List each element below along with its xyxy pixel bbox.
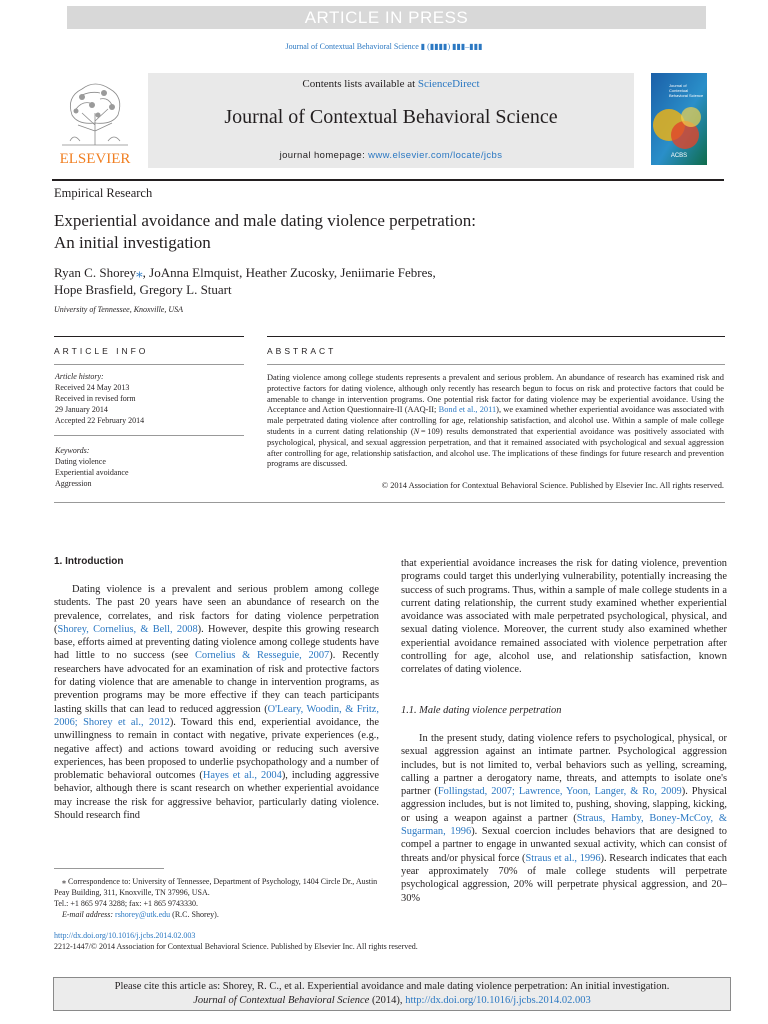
- history-item: Received in revised form: [55, 394, 136, 403]
- history-item: 29 January 2014: [55, 405, 108, 414]
- issn-copyright-line: 2212-1447/© 2014 Association for Contextual Behavioral Science. Published by Elsevier Inc. All rights reserved.: [54, 942, 418, 951]
- keywords: Keywords: Dating violence Experiential avoidance Aggression: [55, 445, 245, 489]
- homepage-link[interactable]: www.elsevier.com/locate/jcbs: [368, 150, 503, 161]
- corresponding-author-marker[interactable]: ⁎: [136, 265, 143, 280]
- abstract-rule: [267, 364, 725, 365]
- affiliation: University of Tennessee, Knoxville, USA: [54, 305, 184, 314]
- subsection-heading: 1.1. Male dating violence perpetration: [401, 705, 562, 716]
- cover-title: Journal of Contextual Behavioral Science: [669, 83, 704, 98]
- ref-straus-et-al-1996[interactable]: Straus et al., 1996: [525, 852, 601, 864]
- contents-line: Contents lists available at ScienceDirect: [302, 78, 480, 90]
- article-in-press-banner: ARTICLE IN PRESS: [67, 6, 706, 29]
- article-history: Article history: Received 24 May 2013 Received in revised form 29 January 2014 Accepted 22 February 2014: [55, 371, 245, 426]
- abstract-text: Dating violence among college students represents a prevalent and serious problem. An abundance of research has examined risk and protective factors for dating violence, although only recently has research begun to focus on risk and protective factors that could be amenable to change in intervention programs. One potential risk factor for dating violence may be experiential avoidance. Using the Acceptance and Action Questionnaire-II (AAQ-II; Bond et al., 2011), we examined whether experiential avoidance was associated with male perpetrated dating violence after controlling for age, relationship satisfaction, and alcohol use. Within a sample of male college students in a current dating relationship (N = 109) results demonstrated that experiential avoidance was positively associated with psychological, physical, and sexual aggression perpetration, and that it remained associated with psychological and sexual aggression after controlling for age, relationship satisfaction, and alcohol use. The implications of these findings for future research and prevention programs are discussed.: [267, 373, 724, 469]
- subsection-paragraph: In the present study, dating violence refers to psychological, physical, or sexual aggression against an intimate partner. Psychological aggression includes, but is not limited to, verbal behaviors such as yelling, screaming, calling a partner a derogatory name, threats, and attempts to isolate one's partner (Follingstad, 2007; Lawrence, Yoon, Langer, & Ro, 2009). Physical aggression includes, but is not limited to, pushing, shoving, slapping, kicking, or using a weapon against a partner (Straus, Hamby, Boney-McCoy, & Sugarman, 1996). Sexual coercion includes behaviors that are designed to compel a partner to engage in unwanted sexual activity, which can consist of threats and/or physical force (Straus et al., 1996). Research indicates that each year approximately 70% of male college students will perpetrate psychological aggression, 20% will perpetrate physical aggression, and 20–30%: [401, 733, 728, 904]
- article-type: Empirical Research: [54, 186, 153, 200]
- doi-link[interactable]: http://dx.doi.org/10.1016/j.jcbs.2014.02.003: [54, 931, 196, 940]
- article-title-line-1: Experiential avoidance and male dating violence perpetration:: [54, 211, 476, 230]
- ref-cornelius-2007[interactable]: Cornelius & Resseguie, 2007: [194, 650, 330, 662]
- history-item: Accepted 22 February 2014: [55, 416, 145, 425]
- keyword: Experiential avoidance: [55, 468, 129, 477]
- ref-hayes-2004[interactable]: Hayes et al., 2004: [202, 770, 282, 782]
- author-email-link[interactable]: rshorey@utk.edu: [115, 910, 171, 919]
- sciencedirect-link[interactable]: ScienceDirect: [417, 78, 480, 90]
- journal-title: Journal of Contextual Behavioral Science: [224, 106, 558, 128]
- abstract-heading: ABSTRACT: [267, 346, 337, 356]
- authors: Ryan C. Shorey⁎, JoAnna Elmquist, Heather Zucosky, Jeniimarie Febres, Hope Brasfield, Gregory L. Stuart: [54, 264, 734, 298]
- ref-follingstad-2007[interactable]: Follingstad, 2007; Lawrence, Yoon, Langer, & Ro, 2009: [437, 786, 682, 798]
- cover-badge: ACBS: [670, 153, 688, 159]
- citation-line-2: Journal of Contextual Behavioral Science (2014), http://dx.doi.org/10.1016/j.jcbs.2014.02.003: [193, 995, 591, 1006]
- ref-bond-2011[interactable]: Bond et al., 2011: [438, 405, 497, 415]
- authors-line-2: Hope Brasfield, Gregory L. Stuart: [54, 282, 232, 297]
- right-column-intro-continued: that experiential avoidance increases the risk for dating violence, prevention programs could target this underlying vulnerability, potentially increasing the success of such programs. Thus, within a sample of male college students in a current dating relationship, the current study examined whether experiential avoidance was associated with male perpetrated psychological, physical, and sexual dating violence. Moreover, the current study also examined whether experiential avoidance remained associated with violence perpetration after controlling for age, alcohol use, and relationship satisfaction, known correlates of dating violence.: [401, 558, 727, 676]
- ref-shorey-2008[interactable]: Shorey, Cornelius, & Bell, 2008: [57, 623, 198, 635]
- abstract-rule-top: [267, 336, 725, 337]
- elsevier-wordmark: ELSEVIER: [59, 151, 131, 167]
- citation-line-1: Please cite this article as: Shorey, R. C., et al. Experiential avoidance and male dating violence perpetration: An initial investigation.: [114, 981, 670, 992]
- author-corresponding: Ryan C. Shorey: [54, 265, 137, 280]
- footnote-rule: [54, 868, 164, 869]
- article-info-rule-top: [54, 336, 244, 337]
- intro-heading: 1. Introduction: [54, 556, 124, 567]
- abstract-rule-bottom: [54, 502, 725, 503]
- header-rule: [52, 179, 724, 181]
- citation-doi-link[interactable]: http://dx.doi.org/10.1016/j.jcbs.2014.02.003: [405, 995, 591, 1006]
- citation-box: [53, 977, 731, 1011]
- journal-cover-image: [651, 73, 707, 165]
- elsevier-logo: [52, 75, 138, 167]
- journal-homepage: journal homepage: www.elsevier.com/locate/jcbs: [279, 150, 503, 161]
- article-info-rule: [54, 364, 244, 365]
- keyword: Aggression: [55, 479, 92, 488]
- keywords-rule: [54, 435, 244, 436]
- intro-paragraph: Dating violence is a prevalent and serious problem among college students. The past 20 years have seen an abundance of research on the prevalence, correlates, and risk factors for dating violence perpetration (Shorey, Cornelius, & Bell, 2008). However, despite this growing research base, efforts aimed at preventing dating violence among college students have had little to no success (see Cornelius & Resseguie, 2007). Recently researchers have advocated for an examination of risk and protective factors for dating violence that are amenable to change in intervention programs, as prevention programs may be more effective if they can teach participants lasting skills that can lead to reduced aggression (O'Leary, Woodin, & Fritz, 2006; Shorey et al., 2012). Toward this end, experiential avoidance, the unwillingness to remain in contact with negative, private experiences (e.g., negative affect) and actions toward avoiding or reducing such aversive experiences, has been proposed to underlie psychopathology and a number of problematic behavioral outcomes (Hayes et al., 2004), including aggressive behavior, although there is scant research on whether experiential avoidance may increase the risk for aggressive behavior, particularly dating violence. Should research find: [54, 584, 380, 822]
- journal-citation-line: Journal of Contextual Behavioral Science ▮ (▮▮▮▮) ▮▮▮–▮▮▮: [285, 42, 483, 51]
- article-title-line-2: An initial investigation: [54, 233, 211, 252]
- article-title: [54, 210, 734, 254]
- history-item: Received 24 May 2013: [55, 383, 130, 392]
- abstract-copyright: © 2014 Association for Contextual Behavioral Science. Published by Elsevier Inc. All rights reserved.: [381, 481, 724, 490]
- ref-straus-1996[interactable]: Straus, Hamby, Boney-McCoy, & Sugarman, 1996: [401, 812, 727, 838]
- keyword: Dating violence: [55, 457, 106, 466]
- correspondence-footnote: ⁎ Correspondence to: University of Tennessee, Department of Psychology, 1404 Circle Dr., Austin Peay Building, 311, Knoxville, TN 37996, USA. Tel.: +1 865 974 3288; fax: +1 865 9743330. E-mail address: rshorey@utk.edu (R.C. Shorey).: [54, 877, 378, 919]
- article-info-heading: ARTICLE INFO: [54, 346, 149, 356]
- ref-oleary-2006[interactable]: O'Leary, Woodin, & Fritz, 2006; Shorey et al., 2012: [54, 703, 379, 728]
